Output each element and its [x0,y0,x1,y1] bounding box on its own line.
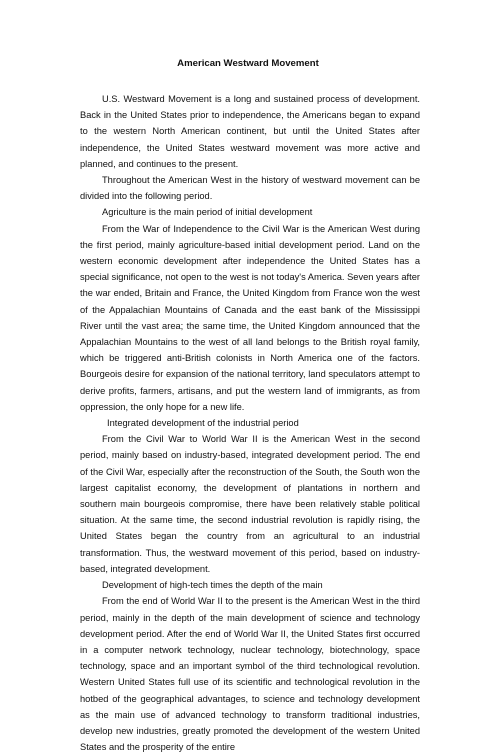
paragraph-second-period: From the Civil War to World War II is the American West in the second period, mainly based on industry-based, integrated development period. The end of the Civil War, especially after the reconstruction of the South, the South won the largest capitalist economy, the development of plantations in northern and southern main bourgeois compromise, there have been relatively stable political situation. At the same time, the second industrial revolution is rapidly rising, the United States began the country from an agricultural to an industrial transformation. Thus, the westward movement of this period, based on industry-based, integrated development. [80,434,420,574]
paragraph-third-period: From the end of World War II to the present is the American West in the third period, mainly in the depth of the main development of science and technology development period. After the end of World War II, the United States first occurred in a computer network technology, nuclear technology, biotechnology, space technology, space and an important symbol of the third technological revolution. Western United States full use of its scientific and technological revolution in the hotbed of the geographical advantages, to science and technology development as the main use of advanced technology to transform traditional industries, develop new industries, greatly promoted the development of the western United States and the prosperity of the entire [80,596,420,753]
paragraph-intro: U.S. Westward Movement is a long and sustained process of development. Back in the United States prior to independence, the Americans began to expand to the western North American continent, but until the United States after independence, the United States westward movement was more active and planned, and continues to the present. [80,94,420,169]
paragraph-first-period: From the War of Independence to the Civil War is the American West during the first period, mainly agriculture-based initial development period. Land on the western economic development after independence the United States has a special significance, not open to the west is not today's America. Seven years after the war ended, Britain and France, the United Kingdom from France won the west of the Appalachian Mountains of Canada and the east bank of the Mississippi River until the vast area; the same time, the United Kingdom announced that the Appalachian Mountains to the west of all land belongs to the British royal family, which be triggered anti-British colonists in North America one of the factors. Bourgeois desire for expansion of the national territory, land speculators attempt to derive profits, farmers, artisans, and put the western land of immigrants, as from oppression, the only hope for a new life. [80,223,420,412]
paragraph-periods-overview: Throughout the American West in the history of westward movement can be divided into the following period. [80,175,420,202]
section-heading-industrial: Integrated development of the industrial period [107,418,299,429]
section-heading-agriculture: Agriculture is the main period of initial development [102,207,313,218]
document-title: American Westward Movement [177,58,319,69]
document-body [80,91,420,755]
section-heading-high-tech: Development of high-tech times the depth of the main [102,580,323,591]
